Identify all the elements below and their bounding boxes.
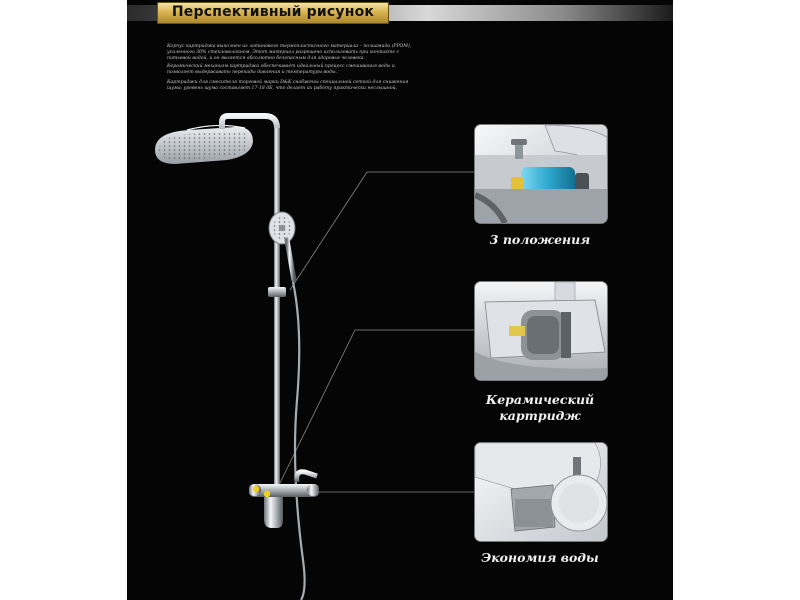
callout-line-cartridge — [279, 330, 474, 485]
description-paragraph-1: Корпус картриджа выполнен из латинового термопластичного материала – полиамида (PPOM), усиленного 30% стекловолокном. Этот материал разрешено использовать при контакте с питьевой водой, и он является абсолютно безопасным для здоровья человека. — [167, 44, 412, 61]
feature-caption-diverter — [474, 232, 606, 248]
feature-caption-aerator — [474, 550, 606, 566]
description-paragraph-2: Керамический механизм картриджа обеспечивает идеальный процесс смешивания воды и позволяет выдерживать перепады давления и температуры воды. — [167, 64, 395, 75]
page-title: Перспективный рисунок — [171, 4, 375, 20]
hand-shower — [269, 212, 295, 280]
shower-hose — [293, 282, 305, 600]
feature-caption-cartridge — [474, 392, 606, 424]
shower-rail — [274, 128, 280, 488]
caption-line: Экономия воды — [481, 550, 599, 565]
mixer-tap — [249, 472, 319, 528]
caption-line: картридж — [499, 408, 581, 423]
feature-inset-cartridge — [474, 281, 608, 381]
diverter-detail-image — [475, 125, 607, 223]
aerator-detail-image — [475, 443, 607, 541]
callout-line-diverter — [290, 172, 474, 290]
callout-lines — [279, 172, 474, 492]
feature-inset-diverter — [474, 124, 608, 224]
slide-holder — [268, 287, 286, 297]
rain-shower-head — [155, 125, 253, 164]
feature-inset-aerator — [474, 442, 608, 542]
cartridge-detail-image — [475, 282, 607, 380]
lever-handle — [264, 497, 283, 528]
product-panel — [127, 0, 673, 600]
description-paragraph-3: Картриджи для смесителя торговой марки D&K снабжены специальной сеткой для снижения шума: уровень шума составляет 17-18 дБ, что делает их работу практически неслышной. — [167, 80, 409, 91]
caption-line: 3 положения — [489, 232, 591, 247]
caption-line: Керамический — [485, 392, 595, 407]
